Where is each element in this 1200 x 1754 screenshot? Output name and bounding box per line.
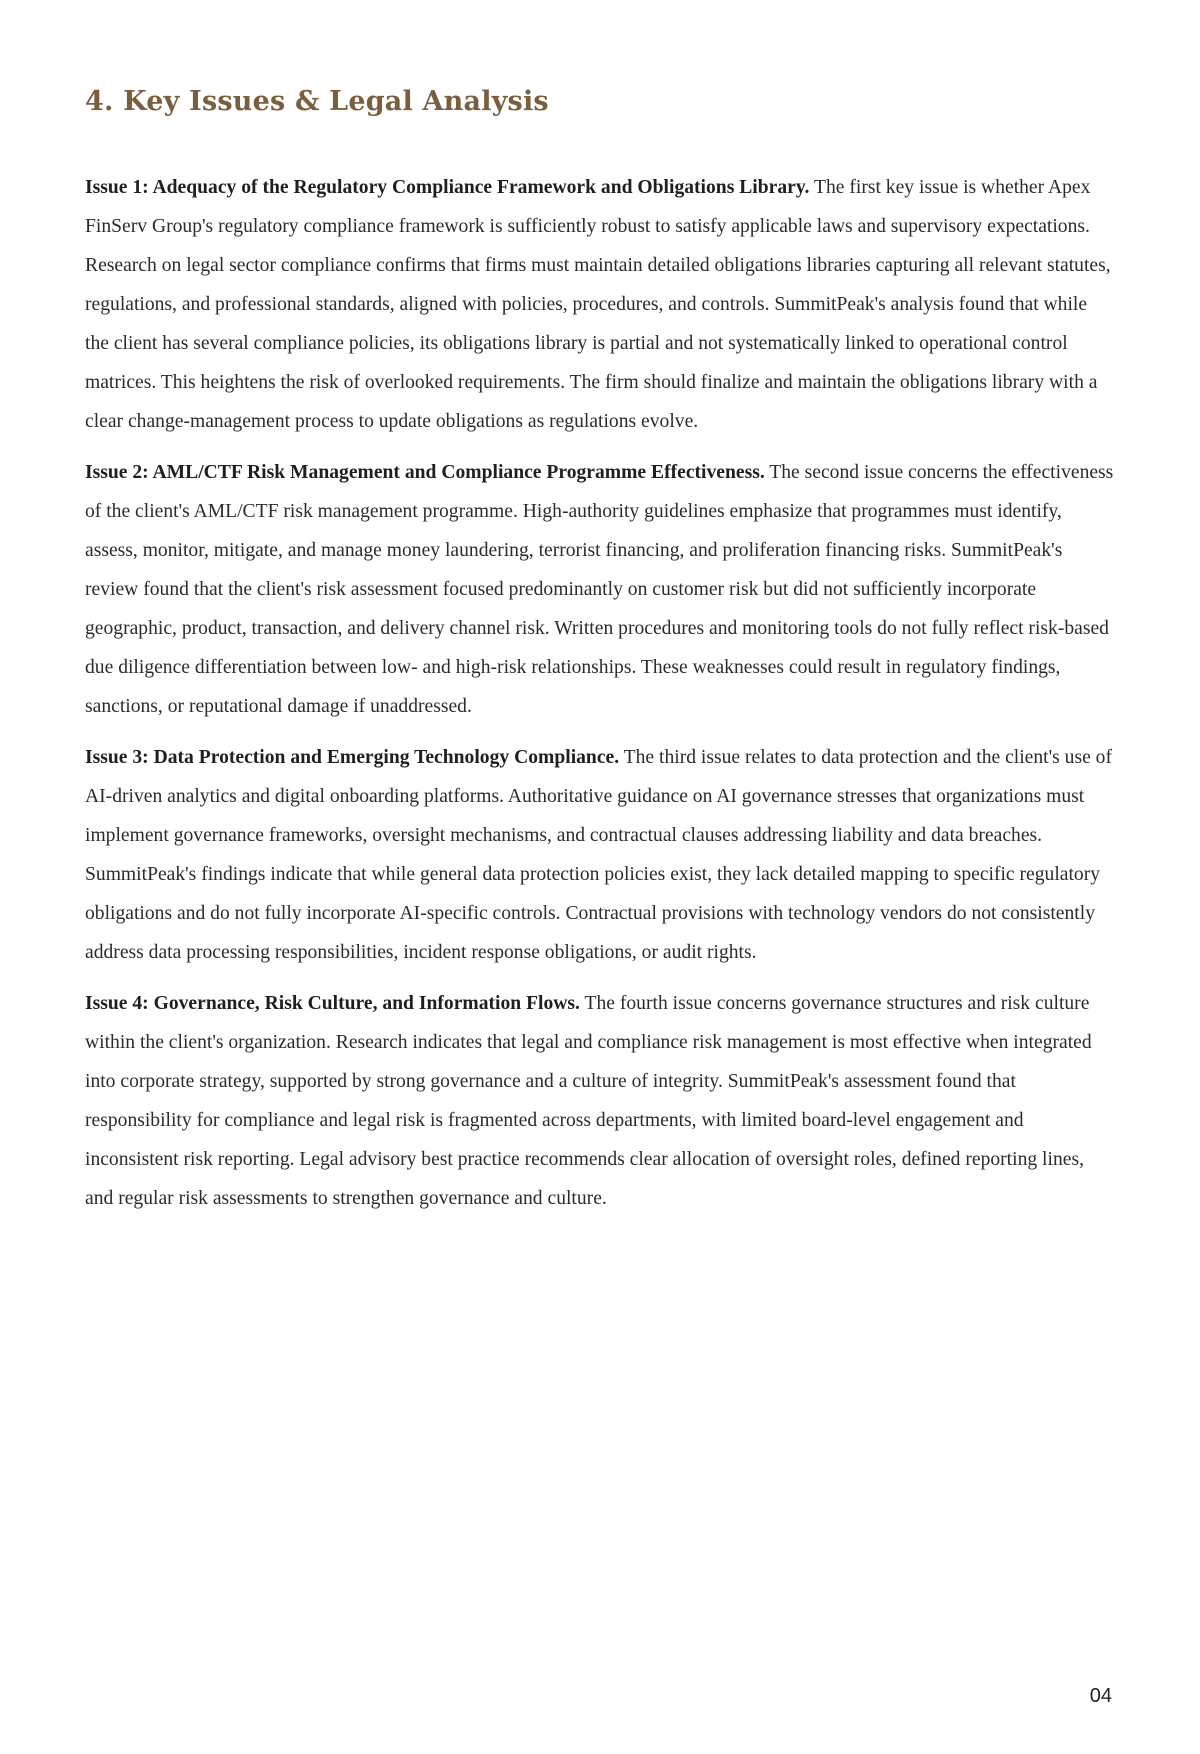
issue-paragraph-4 <box>85 984 1115 1218</box>
issue-3-title: Issue 3: Data Protection and Emerging Technology Compliance. <box>85 747 620 768</box>
issue-paragraph-2 <box>85 453 1115 726</box>
issue-paragraph-3 <box>85 738 1115 972</box>
issue-4-body: The fourth issue concerns governance structures and risk culture within the client's organization. Research indicates that legal and compliance risk management is most effective when integrated into corporate strategy, supported by strong governance and a culture of integrity. SummitPeak's assessment found that responsibility for compliance and legal risk is fragmented across departments, with limited board-level engagement and inconsistent risk reporting. Legal advisory best practice recommends clear allocation of oversight roles, defined reporting lines, and regular risk assessments to strengthen governance and culture. <box>85 993 1092 1209</box>
issue-2-title: Issue 2: AML/CTF Risk Management and Compliance Programme Effectiveness. <box>85 462 765 483</box>
issue-2-body: The second issue concerns the effectiveness of the client's AML/CTF risk management programme. High-authority guidelines emphasize that programmes must identify, assess, monitor, mitigate, and manage money laundering, terrorist financing, and proliferation financing risks. SummitPeak's review found that the client's risk assessment focused predominantly on customer risk but did not sufficiently incorporate geographic, product, transaction, and delivery channel risk. Written procedures and monitoring tools do not fully reflect risk-based due diligence differentiation between low- and high-risk relationships. These weaknesses could result in regulatory findings, sanctions, or reputational damage if unaddressed. <box>85 462 1114 717</box>
issues-list <box>85 168 1115 1230</box>
issue-1-title: Issue 1: Adequacy of the Regulatory Compliance Framework and Obligations Library. <box>85 177 810 198</box>
page-number: 04 <box>1089 1685 1112 1707</box>
issue-4-title: Issue 4: Governance, Risk Culture, and Information Flows. <box>85 993 580 1014</box>
issue-3-body: The third issue relates to data protection and the client's use of AI-driven analytics and digital onboarding platforms. Authoritative guidance on AI governance stresses that organizations must implement governance frameworks, oversight mechanisms, and contractual clauses addressing liability and data breaches. SummitPeak's findings indicate that while general data protection policies exist, they lack detailed mapping to specific regulatory obligations and do not fully incorporate AI-specific controls. Contractual provisions with technology vendors do not consistently address data processing responsibilities, incident response obligations, or audit rights. <box>85 747 1112 963</box>
issue-paragraph-1 <box>85 168 1115 441</box>
section-title: 4. Key Issues & Legal Analysis <box>85 86 549 117</box>
issue-1-body: The first key issue is whether Apex FinServ Group's regulatory compliance framework is sufficiently robust to satisfy applicable laws and supervisory expectations. Research on legal sector compliance confirms that firms must maintain detailed obligations libraries capturing all relevant statutes, regulations, and professional standards, aligned with policies, procedures, and controls. SummitPeak's analysis found that while the client has several compliance policies, its obligations library is partial and not systematically linked to operational control matrices. This heightens the risk of overlooked requirements. The firm should finalize and maintain the obligations library with a clear change-management process to update obligations as regulations evolve. <box>85 177 1111 432</box>
